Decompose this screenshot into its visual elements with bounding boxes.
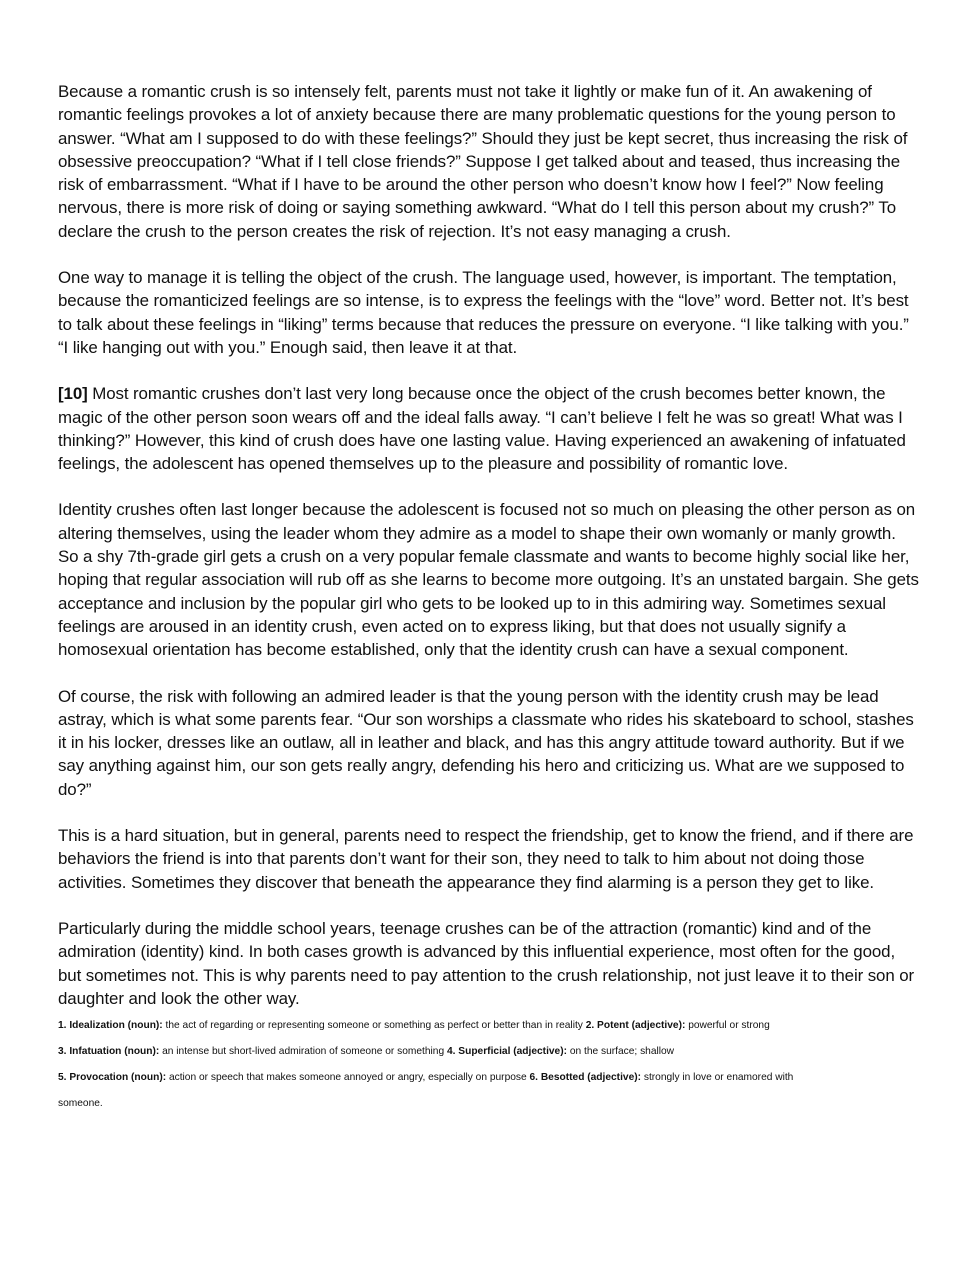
paragraph-text: Particularly during the middle school years, teenage crushes can be of the attraction (romantic) kind and of the admiration (identity) kind. In both cases growth is advanced by this influential experience, most often for the good, but sometimes not. This is why parents need to pay attention to the crush relationship, not just leave it to their son or daughter and look the other way. [58, 918, 915, 1008]
footnote-line [58, 1065, 920, 1091]
footnote-term: 2. Potent (adjective): [585, 1020, 686, 1032]
paragraph-5 [58, 685, 920, 801]
footnote-term: 6. Besotted (adjective): [529, 1072, 642, 1084]
footnote-line [58, 1039, 920, 1065]
footnote-term: 4. Superficial (adjective): [446, 1046, 568, 1058]
paragraph-6 [58, 824, 920, 894]
paragraph-3 [58, 382, 920, 475]
footnote-definition: on the surface; shallow [567, 1046, 675, 1058]
footnote-line [58, 1091, 920, 1117]
paragraph-number: [10] [58, 384, 88, 404]
paragraph-7 [58, 917, 920, 1010]
footnote-definition: an intense but short-lived admiration of someone or something [159, 1046, 447, 1058]
paragraph-text: One way to manage it is telling the object of the crush. The language used, however, is important. The temptation, because the romanticized feelings are so intense, is to express the feelings with the “love” word. Better not. It’s best to talk about these feelings in “liking” terms because that reduces the pressure on everyone. “I like talking with you.” “I like hanging out with you.” Enough said, then leave it at that. [58, 268, 909, 357]
paragraph-text: Identity crushes often last longer because the adolescent is focused not so much on pleasing the other person as on altering themselves, using the leader whom they admire as a model to shape their own womanly or manly growth. So a shy 7th-grade girl gets a crush on a very popular female classmate and wants to become highly social like her, hoping that regular association will rub off as she learns to become more outgoing. It’s an unstated bargain. She gets acceptance and inclusion by the popular girl who gets to be looked up to in this admiring way. Sometimes sexual feelings are aroused in an identity crush, even acted on to express liking, but that does not usually signify a homosexual orientation has become established, only that the identity crush can have a sexual component. [58, 500, 919, 660]
footnote-term: 3. Infatuation (noun): [58, 1046, 160, 1058]
paragraph-1 [58, 80, 920, 243]
footnote-term: 5. Provocation (noun): [58, 1072, 167, 1084]
footnote-definition: powerful or strong [685, 1020, 770, 1032]
footnotes [58, 1013, 920, 1117]
paragraph-text: Because a romantic crush is so intensely felt, parents must not take it lightly or make fun of it. An awakening of romantic feelings provokes a lot of anxiety because there are many problematic questions for the young person to answer. “What am I supposed to do with these feelings?” Should they just be kept secret, thus increasing the risk of obsessive preoccupation? “What if I tell close friends?” Suppose I get talked about and teased, thus increasing the risk of embarrassment. “What if I have to be around the other person who doesn’t know how I feel?” Now feeling nervous, there is more risk of doing or saying something awkward. “What do I tell this person about my crush?” To declare the crush to the person creates the risk of rejection. It’s not easy managing a crush. [58, 82, 908, 241]
footnote-line [58, 1013, 920, 1039]
footnote-definition: the act of regarding or representing someone or something as perfect or better than in reality [162, 1020, 586, 1032]
footnote-definition: someone. [58, 1098, 103, 1110]
footnote-definition: action or speech that makes someone annoyed or angry, especially on purpose [166, 1072, 530, 1084]
document-page [58, 80, 920, 1117]
paragraph-text: This is a hard situation, but in general, parents need to respect the friendship, get to know the friend, and if there are behaviors the friend is into that parents don’t want for their son, they need to talk to him about not doing those activities. Sometimes they discover that beneath the appearance they find alarming is a person they get to like. [58, 826, 914, 892]
footnote-term: 1. Idealization (noun): [58, 1020, 163, 1032]
paragraph-4 [58, 498, 920, 661]
paragraph-text: Of course, the risk with following an admired leader is that the young person with the identity crush may be lead astray, which is what some parents fear. “Our son worships a classmate who rides his skateboard to school, stashes it in his locker, dresses like an outlaw, all in leather and black, and has this angry attitude toward authority. But if we say anything against him, our son gets really angry, defending his hero and criticizing us. What are we supposed to do?” [58, 686, 914, 799]
footnote-definition: strongly in love or enamored with [641, 1072, 794, 1084]
paragraph-text: Most romantic crushes don’t last very long because once the object of the crush becomes better known, the magic of the other person soon wears off and the ideal falls away. “I can’t believe I felt he was so great! What was I thinking?” However, this kind of crush does have one lasting value. Having experienced an awakening of infatuated feelings, the adolescent has opened themselves up to the pleasure and possibility of romantic love. [58, 384, 906, 474]
paragraph-2 [58, 266, 920, 359]
